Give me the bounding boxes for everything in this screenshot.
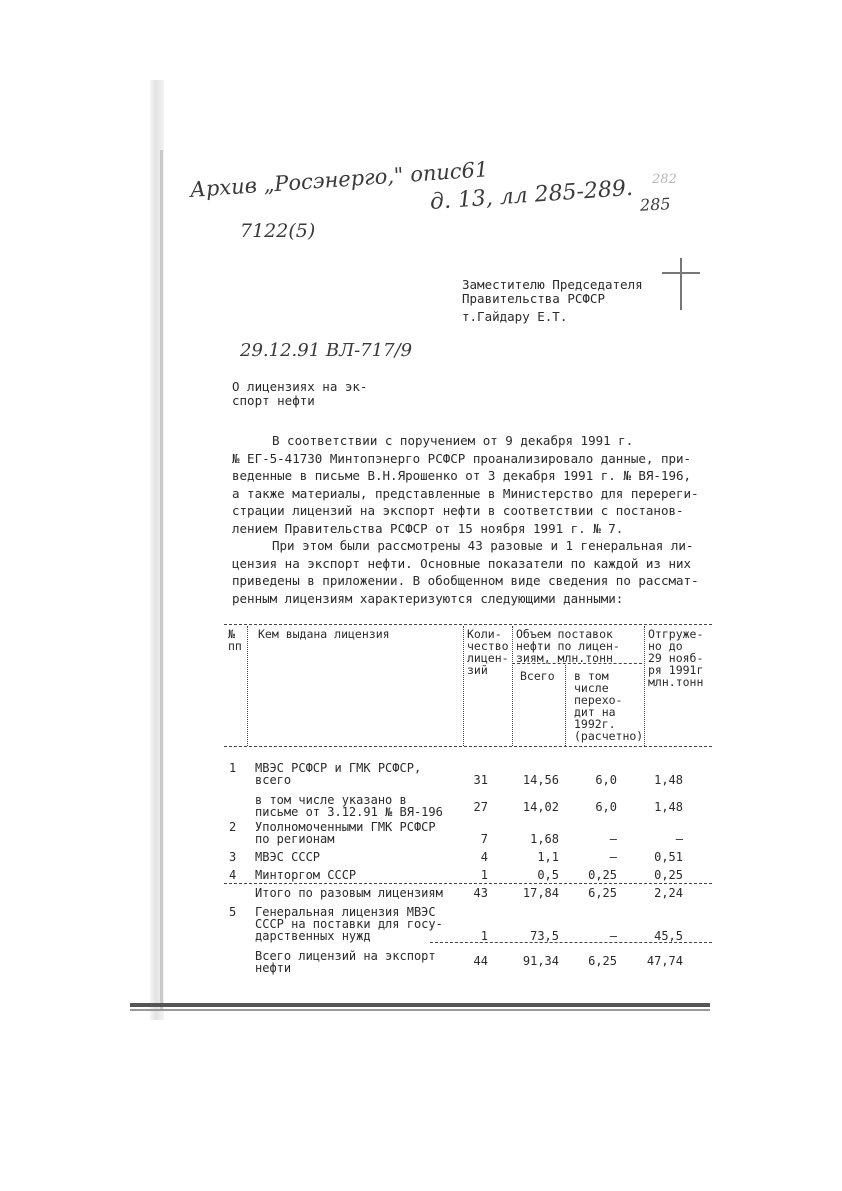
- archive-sheets-annotation: д. 13, лл 285-289.: [429, 175, 634, 215]
- row-shipped: 1,48: [654, 773, 683, 787]
- row-total: 0,5: [537, 868, 559, 882]
- row-count: 43: [473, 886, 488, 900]
- row-carryover: 6,0: [595, 773, 617, 787]
- row-shipped: 47,74: [646, 954, 683, 968]
- body-line: № ЕГ-5-41730 Минтопэнерго РСФСР проанализировало данные, при-: [232, 450, 692, 466]
- column-divider: [565, 665, 566, 746]
- subject-line: спорт нефти: [232, 393, 315, 408]
- row-issuer: Генеральная лицензия МВЭС СССР на поставки для госу- дарственных нужд: [255, 905, 443, 943]
- body-line: цензия на экспорт нефти. Основные показатели по каждой из них: [232, 555, 692, 571]
- addressee-block: [462, 278, 643, 324]
- column-divider: [644, 626, 645, 746]
- row-number: 5: [229, 905, 237, 919]
- row-total: 1,68: [530, 832, 559, 846]
- column-divider: [463, 626, 464, 746]
- row-carryover: –: [609, 850, 617, 864]
- row-total: 73,5: [530, 929, 559, 943]
- resolution-mark-bar: [662, 272, 700, 274]
- table-top-rule: [224, 624, 712, 625]
- addressee-line: Заместителю Председателя: [462, 277, 643, 292]
- row-total: 14,56: [522, 773, 559, 787]
- row-shipped: 0,51: [654, 850, 683, 864]
- resolution-mark: [680, 258, 682, 310]
- row-total: 17,84: [522, 886, 559, 900]
- row-number: 1: [229, 761, 237, 775]
- row-carryover: 6,0: [595, 800, 617, 814]
- body-line: веденные в письме В.Н.Ярошенко от 3 декабря 1991 г. № ВЯ-196,: [232, 468, 692, 483]
- row-count: 4: [480, 850, 488, 864]
- body-line: приведены в приложении. В обобщенном виде сведения по рассмат-: [232, 573, 699, 588]
- row-carryover: 6,25: [588, 886, 617, 900]
- subject-line: О лицензиях на эк-: [232, 379, 368, 394]
- row-total: 91,34: [522, 954, 559, 968]
- row-issuer: МВЭС РСФСР и ГМК РСФСР, всего: [255, 761, 422, 787]
- addressee-line: т.Гайдару Е.Т.: [462, 309, 568, 324]
- row-issuer: Минторгом СССР: [255, 868, 357, 882]
- folio-number: 285: [639, 194, 672, 215]
- row-number: 4: [229, 868, 237, 882]
- row-issuer: Уполномоченными ГМК РСФСР по регионам: [255, 820, 436, 846]
- row-shipped: 0,25: [654, 868, 683, 882]
- header-issuer: Кем выдана лицензия: [258, 627, 390, 641]
- column-divider: [247, 626, 248, 746]
- row-issuer: МВЭС СССР: [255, 850, 321, 864]
- body-line: а также материалы, представленные в Министерство для перереги-: [232, 485, 699, 501]
- row-count: 44: [473, 954, 488, 968]
- row-count: 31: [473, 773, 488, 787]
- body-line: страции лицензий на экспорт нефти в соответствии с постанов-: [232, 503, 684, 518]
- table-header-rule: [224, 746, 712, 747]
- row-shipped: 1,48: [654, 800, 683, 814]
- row-count: 7: [480, 832, 488, 846]
- subject-block: [232, 380, 367, 408]
- body-line: лением Правительства РСФСР от 15 ноября 1991 г. № 7.: [232, 520, 624, 536]
- row-carryover: –: [609, 929, 617, 943]
- fund-number: 7122(5): [240, 220, 316, 242]
- row-number: 3: [229, 850, 237, 864]
- row-count: 1: [480, 868, 488, 882]
- column-divider: [512, 626, 513, 746]
- row-shipped: 2,24: [654, 886, 683, 900]
- letter-body: [232, 432, 699, 607]
- body-line: ренным лицензиям характеризуются следующими данными:: [232, 590, 624, 606]
- body-line: В соответствии с поручением от 9 декабря 1991 г.: [272, 433, 634, 448]
- registration-number: 29.12.91 ВЛ-717/9: [240, 340, 413, 361]
- subtotal-rule: [224, 883, 712, 884]
- row-count: 1: [480, 929, 488, 943]
- row-shipped: –: [675, 832, 683, 846]
- header-volume: Объем поставок нефти по лицен- зиям, млн.тонн: [516, 627, 620, 665]
- header-carryover: в том числе перехо- дит на 1992г. (расчетно): [574, 669, 644, 743]
- row-total: 1,1: [537, 850, 559, 864]
- row-shipped: 45,5: [654, 929, 683, 943]
- header-total: Всего: [520, 669, 555, 683]
- row-issuer: Всего лицензий на экспорт нефти: [255, 949, 436, 975]
- page-shadow-line: [160, 150, 163, 1010]
- page-bottom-rule: [130, 1003, 710, 1007]
- row-issuer: Итого по разовым лицензиям: [255, 886, 443, 900]
- row-count: 27: [473, 800, 488, 814]
- faint-folio-number: 282: [652, 172, 677, 187]
- row-issuer: в том числе указано в письме от 3.12.91 № ВЯ-196: [255, 793, 443, 819]
- header-count: Коли- чество лицен- зий: [467, 627, 509, 677]
- row-total: 14,02: [522, 800, 559, 814]
- archive-annotation: Архив „Росэнерго," опис61: [189, 157, 490, 202]
- page-bottom-rule: [130, 1009, 710, 1011]
- row-carryover: 6,25: [588, 954, 617, 968]
- row-carryover: –: [609, 832, 617, 846]
- row-number: 2: [229, 820, 237, 834]
- header-shipped: Отгруже- но до 29 нояб- ря 1991г млн.тонн: [648, 627, 704, 689]
- row-carryover: 0,25: [588, 868, 617, 882]
- addressee-line: Правительства РСФСР: [462, 291, 605, 306]
- header-num: № пп: [228, 627, 242, 653]
- body-line: При этом были рассмотрены 43 разовые и 1 генеральная ли-: [272, 538, 694, 553]
